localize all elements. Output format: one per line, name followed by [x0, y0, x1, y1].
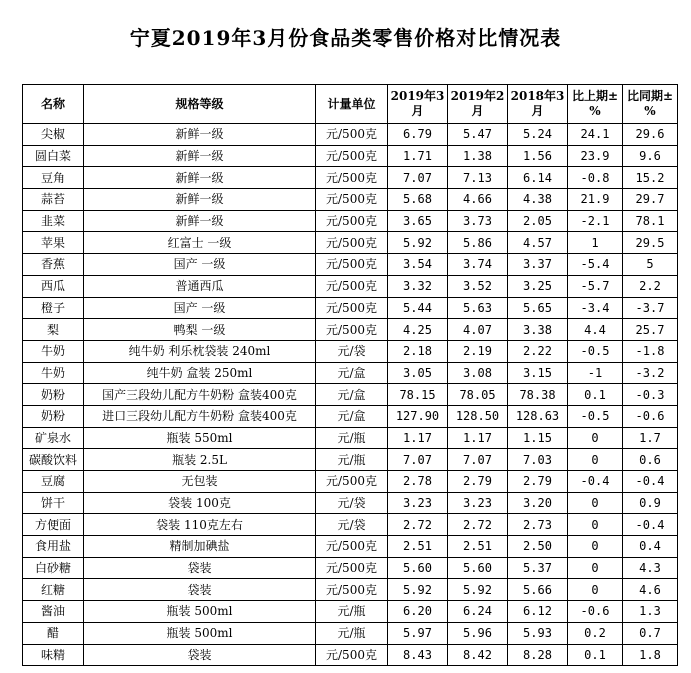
cell-spec: 新鲜一级: [84, 145, 316, 167]
cell-mar2019: 8.43: [388, 644, 448, 666]
cell-yoy: 29.7: [623, 189, 678, 211]
cell-yoy: -0.6: [623, 405, 678, 427]
cell-mom: -0.6: [568, 601, 623, 623]
table-row: [23, 622, 678, 644]
cell-unit: 元/500克: [316, 319, 388, 341]
cell-feb2019: 3.52: [448, 275, 508, 297]
cell-unit: 元/瓶: [316, 427, 388, 449]
cell-mar2018: 5.93: [508, 622, 568, 644]
cell-name: 韭菜: [23, 210, 84, 232]
cell-mom: 0.2: [568, 622, 623, 644]
cell-yoy: 4.3: [623, 557, 678, 579]
cell-mar2018: 2.05: [508, 210, 568, 232]
cell-name: 橙子: [23, 297, 84, 319]
cell-spec: 瓶装 500ml: [84, 622, 316, 644]
cell-spec: 精制加碘盐: [84, 536, 316, 558]
cell-unit: 元/袋: [316, 514, 388, 536]
cell-feb2019: 78.05: [448, 384, 508, 406]
cell-mar2019: 1.17: [388, 427, 448, 449]
cell-spec: 国产三段幼儿配方牛奶粉 盒装400克: [84, 384, 316, 406]
cell-spec: 新鲜一级: [84, 124, 316, 146]
cell-feb2019: 7.07: [448, 449, 508, 471]
cell-name: 酱油: [23, 601, 84, 623]
cell-yoy: 0.6: [623, 449, 678, 471]
table-row: [23, 557, 678, 579]
cell-mar2018: 4.57: [508, 232, 568, 254]
table-row: [23, 644, 678, 666]
cell-mar2018: 2.50: [508, 536, 568, 558]
cell-spec: 无包装: [84, 471, 316, 493]
table-row: [23, 579, 678, 601]
cell-mar2019: 78.15: [388, 384, 448, 406]
cell-mar2019: 2.18: [388, 340, 448, 362]
cell-name: 香蕉: [23, 254, 84, 276]
cell-spec: 国产 一级: [84, 297, 316, 319]
cell-name: 矿泉水: [23, 427, 84, 449]
cell-name: 尖椒: [23, 124, 84, 146]
cell-unit: 元/500克: [316, 167, 388, 189]
cell-feb2019: 5.60: [448, 557, 508, 579]
cell-mar2019: 3.05: [388, 362, 448, 384]
table-row: [23, 145, 678, 167]
cell-mar2019: 5.44: [388, 297, 448, 319]
cell-yoy: -0.3: [623, 384, 678, 406]
cell-spec: 袋装 110克左右: [84, 514, 316, 536]
cell-mar2018: 2.79: [508, 471, 568, 493]
cell-spec: 瓶装 500ml: [84, 601, 316, 623]
cell-mom: -0.8: [568, 167, 623, 189]
cell-name: 奶粉: [23, 405, 84, 427]
cell-yoy: -0.4: [623, 514, 678, 536]
cell-mom: -2.1: [568, 210, 623, 232]
cell-mar2019: 4.25: [388, 319, 448, 341]
cell-mom: 0: [568, 492, 623, 514]
cell-spec: 纯牛奶 盒装 250ml: [84, 362, 316, 384]
header-mar2018: 2018年3月: [508, 85, 568, 124]
cell-mar2018: 5.66: [508, 579, 568, 601]
cell-mar2018: 1.56: [508, 145, 568, 167]
cell-yoy: 0.9: [623, 492, 678, 514]
cell-unit: 元/500克: [316, 189, 388, 211]
cell-spec: 袋装: [84, 579, 316, 601]
cell-yoy: 78.1: [623, 210, 678, 232]
table-row: [23, 254, 678, 276]
cell-unit: 元/500克: [316, 124, 388, 146]
cell-mar2018: 5.24: [508, 124, 568, 146]
cell-mar2018: 6.14: [508, 167, 568, 189]
table-row: [23, 362, 678, 384]
cell-yoy: -0.4: [623, 471, 678, 493]
header-spec: 规格等级: [84, 85, 316, 124]
cell-feb2019: 5.63: [448, 297, 508, 319]
cell-feb2019: 128.50: [448, 405, 508, 427]
cell-feb2019: 8.42: [448, 644, 508, 666]
cell-mom: -0.4: [568, 471, 623, 493]
cell-mar2019: 5.92: [388, 579, 448, 601]
cell-feb2019: 3.08: [448, 362, 508, 384]
cell-mom: 21.9: [568, 189, 623, 211]
cell-unit: 元/袋: [316, 340, 388, 362]
cell-mar2019: 6.79: [388, 124, 448, 146]
cell-yoy: 29.6: [623, 124, 678, 146]
cell-name: 豆角: [23, 167, 84, 189]
header-name: 名称: [23, 85, 84, 124]
cell-name: 圆白菜: [23, 145, 84, 167]
cell-unit: 元/瓶: [316, 601, 388, 623]
cell-name: 红糖: [23, 579, 84, 601]
price-comparison-table: [22, 84, 678, 666]
cell-spec: 鸭梨 一级: [84, 319, 316, 341]
cell-yoy: -3.2: [623, 362, 678, 384]
cell-mar2018: 3.15: [508, 362, 568, 384]
cell-spec: 袋装 100克: [84, 492, 316, 514]
table-body: [23, 124, 678, 666]
cell-mar2018: 7.03: [508, 449, 568, 471]
cell-feb2019: 5.96: [448, 622, 508, 644]
cell-mom: -0.5: [568, 405, 623, 427]
cell-mom: -5.7: [568, 275, 623, 297]
cell-name: 牛奶: [23, 362, 84, 384]
cell-mar2018: 3.25: [508, 275, 568, 297]
cell-mom: 0.1: [568, 644, 623, 666]
cell-feb2019: 3.73: [448, 210, 508, 232]
cell-unit: 元/500克: [316, 557, 388, 579]
cell-feb2019: 3.74: [448, 254, 508, 276]
cell-unit: 元/盒: [316, 362, 388, 384]
cell-yoy: 5: [623, 254, 678, 276]
cell-mom: 4.4: [568, 319, 623, 341]
cell-unit: 元/500克: [316, 471, 388, 493]
cell-yoy: 1.3: [623, 601, 678, 623]
table-row: [23, 189, 678, 211]
document-title: 宁夏2019年3月份食品类零售价格对比情况表: [129, 26, 562, 50]
cell-mar2018: 3.38: [508, 319, 568, 341]
cell-mar2019: 5.60: [388, 557, 448, 579]
cell-mar2019: 5.97: [388, 622, 448, 644]
cell-mom: 0: [568, 536, 623, 558]
cell-unit: 元/500克: [316, 579, 388, 601]
cell-unit: 元/盒: [316, 405, 388, 427]
cell-feb2019: 2.72: [448, 514, 508, 536]
cell-mar2018: 6.12: [508, 601, 568, 623]
cell-name: 食用盐: [23, 536, 84, 558]
cell-mar2019: 127.90: [388, 405, 448, 427]
cell-unit: 元/瓶: [316, 622, 388, 644]
cell-yoy: -1.8: [623, 340, 678, 362]
cell-feb2019: 5.86: [448, 232, 508, 254]
table-row: [23, 232, 678, 254]
cell-mom: 0: [568, 449, 623, 471]
cell-spec: 新鲜一级: [84, 167, 316, 189]
cell-yoy: 25.7: [623, 319, 678, 341]
cell-feb2019: 1.17: [448, 427, 508, 449]
table-row: [23, 449, 678, 471]
table-row: [23, 514, 678, 536]
cell-mom: 1: [568, 232, 623, 254]
table-row: [23, 167, 678, 189]
cell-mom: 0: [568, 427, 623, 449]
cell-spec: 进口三段幼儿配方牛奶粉 盒装400克: [84, 405, 316, 427]
cell-unit: 元/500克: [316, 536, 388, 558]
table-row: [23, 275, 678, 297]
cell-mom: 23.9: [568, 145, 623, 167]
cell-unit: 元/500克: [316, 254, 388, 276]
cell-mar2019: 3.54: [388, 254, 448, 276]
header-unit: 计量单位: [316, 85, 388, 124]
cell-mar2018: 4.38: [508, 189, 568, 211]
cell-yoy: 0.7: [623, 622, 678, 644]
cell-name: 味精: [23, 644, 84, 666]
cell-spec: 瓶装 2.5L: [84, 449, 316, 471]
cell-unit: 元/500克: [316, 644, 388, 666]
cell-unit: 元/盒: [316, 384, 388, 406]
cell-name: 豆腐: [23, 471, 84, 493]
table-row: [23, 297, 678, 319]
cell-mar2019: 5.92: [388, 232, 448, 254]
cell-name: 牛奶: [23, 340, 84, 362]
cell-spec: 红富士 一级: [84, 232, 316, 254]
cell-spec: 普通西瓜: [84, 275, 316, 297]
cell-mar2018: 3.37: [508, 254, 568, 276]
cell-feb2019: 4.66: [448, 189, 508, 211]
cell-unit: 元/袋: [316, 492, 388, 514]
cell-mar2018: 8.28: [508, 644, 568, 666]
cell-mar2019: 7.07: [388, 167, 448, 189]
cell-unit: 元/500克: [316, 232, 388, 254]
cell-spec: 国产 一级: [84, 254, 316, 276]
cell-spec: 袋装: [84, 644, 316, 666]
cell-name: 蒜苔: [23, 189, 84, 211]
header-feb2019: 2019年2月: [448, 85, 508, 124]
table-row: [23, 319, 678, 341]
cell-mar2018: 3.20: [508, 492, 568, 514]
cell-name: 醋: [23, 622, 84, 644]
cell-mar2018: 2.22: [508, 340, 568, 362]
cell-mar2018: 78.38: [508, 384, 568, 406]
header-yoy: 比同期±%: [623, 85, 678, 124]
cell-mom: 0: [568, 557, 623, 579]
cell-name: 梨: [23, 319, 84, 341]
cell-yoy: 1.7: [623, 427, 678, 449]
cell-mom: -1: [568, 362, 623, 384]
table-row: [23, 471, 678, 493]
table-row: [23, 405, 678, 427]
cell-unit: 元/500克: [316, 275, 388, 297]
cell-yoy: 29.5: [623, 232, 678, 254]
cell-yoy: 0.4: [623, 536, 678, 558]
cell-feb2019: 5.92: [448, 579, 508, 601]
cell-unit: 元/500克: [316, 297, 388, 319]
cell-mom: -5.4: [568, 254, 623, 276]
table-row: [23, 210, 678, 232]
cell-mom: -3.4: [568, 297, 623, 319]
table-row: [23, 124, 678, 146]
cell-mar2019: 3.32: [388, 275, 448, 297]
header-mar2019: 2019年3月: [388, 85, 448, 124]
cell-mom: 0: [568, 579, 623, 601]
cell-mar2019: 2.72: [388, 514, 448, 536]
cell-name: 奶粉: [23, 384, 84, 406]
table-header: [23, 85, 678, 124]
cell-unit: 元/500克: [316, 145, 388, 167]
cell-mar2019: 3.23: [388, 492, 448, 514]
cell-name: 碳酸饮料: [23, 449, 84, 471]
cell-mom: 0.1: [568, 384, 623, 406]
cell-spec: 瓶装 550ml: [84, 427, 316, 449]
header-mom: 比上期±%: [568, 85, 623, 124]
cell-feb2019: 5.47: [448, 124, 508, 146]
cell-spec: 新鲜一级: [84, 189, 316, 211]
cell-yoy: 15.2: [623, 167, 678, 189]
cell-unit: 元/500克: [316, 210, 388, 232]
cell-name: 苹果: [23, 232, 84, 254]
table-row: [23, 384, 678, 406]
cell-mar2019: 6.20: [388, 601, 448, 623]
cell-mar2018: 1.15: [508, 427, 568, 449]
cell-mar2019: 1.71: [388, 145, 448, 167]
table-row: [23, 601, 678, 623]
cell-yoy: 4.6: [623, 579, 678, 601]
cell-spec: 新鲜一级: [84, 210, 316, 232]
cell-feb2019: 4.07: [448, 319, 508, 341]
table-row: [23, 340, 678, 362]
cell-mar2018: 2.73: [508, 514, 568, 536]
cell-mar2019: 2.78: [388, 471, 448, 493]
cell-mom: -0.5: [568, 340, 623, 362]
cell-yoy: -3.7: [623, 297, 678, 319]
cell-mar2019: 5.68: [388, 189, 448, 211]
cell-unit: 元/瓶: [316, 449, 388, 471]
cell-name: 西瓜: [23, 275, 84, 297]
table-row: [23, 536, 678, 558]
cell-mar2018: 5.37: [508, 557, 568, 579]
cell-feb2019: 3.23: [448, 492, 508, 514]
cell-mom: 0: [568, 514, 623, 536]
cell-yoy: 2.2: [623, 275, 678, 297]
cell-spec: 纯牛奶 利乐枕袋装 240ml: [84, 340, 316, 362]
cell-name: 白砂糖: [23, 557, 84, 579]
cell-name: 方便面: [23, 514, 84, 536]
header-row: [23, 85, 678, 124]
cell-feb2019: 7.13: [448, 167, 508, 189]
cell-name: 饼干: [23, 492, 84, 514]
cell-yoy: 1.8: [623, 644, 678, 666]
cell-yoy: 9.6: [623, 145, 678, 167]
cell-feb2019: 6.24: [448, 601, 508, 623]
cell-feb2019: 2.79: [448, 471, 508, 493]
cell-mar2018: 5.65: [508, 297, 568, 319]
cell-feb2019: 2.51: [448, 536, 508, 558]
cell-mar2019: 2.51: [388, 536, 448, 558]
cell-feb2019: 1.38: [448, 145, 508, 167]
table-row: [23, 492, 678, 514]
cell-mar2019: 7.07: [388, 449, 448, 471]
cell-spec: 袋装: [84, 557, 316, 579]
table-row: [23, 427, 678, 449]
cell-feb2019: 2.19: [448, 340, 508, 362]
cell-mom: 24.1: [568, 124, 623, 146]
cell-mar2019: 3.65: [388, 210, 448, 232]
cell-mar2018: 128.63: [508, 405, 568, 427]
